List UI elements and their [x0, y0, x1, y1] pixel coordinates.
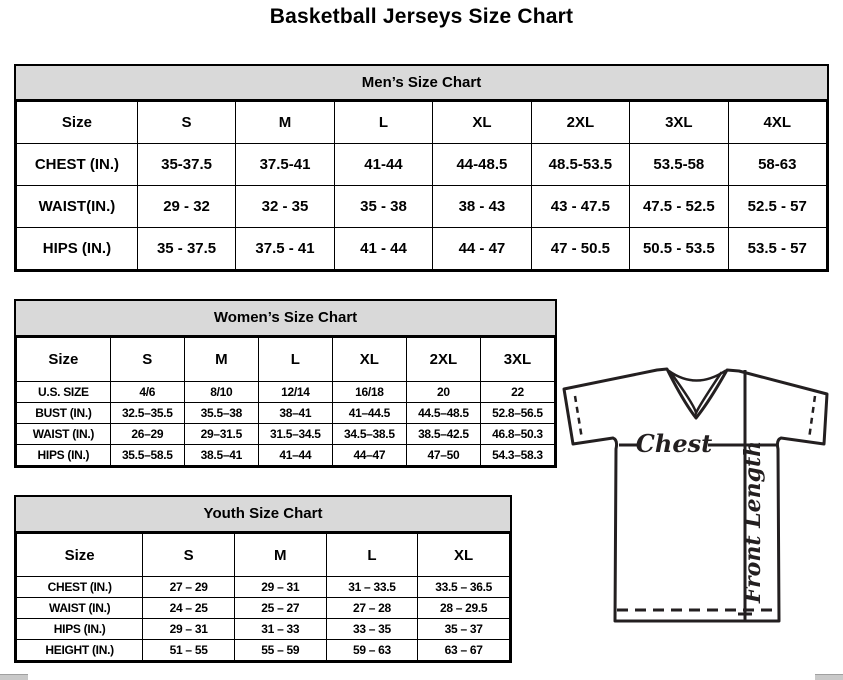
size-value-cell: 48.5-53.5 — [531, 144, 629, 186]
jersey-outline-icon — [564, 369, 827, 621]
size-value-cell: 12/14 — [258, 382, 332, 403]
column-header: L — [334, 102, 432, 144]
measurement-label: CHEST (IN.) — [17, 577, 143, 598]
column-header: XL — [332, 338, 406, 382]
size-value-cell: 29 – 31 — [143, 619, 235, 640]
size-value-cell: 59 – 63 — [326, 640, 418, 661]
size-value-cell: 63 – 67 — [418, 640, 510, 661]
front-length-label: Front Length — [740, 440, 766, 604]
size-value-cell: 33.5 – 36.5 — [418, 577, 510, 598]
size-value-cell: 37.5-41 — [236, 144, 334, 186]
womens-size-chart-title: Women’s Size Chart — [16, 301, 555, 337]
size-value-cell: 44–47 — [332, 445, 406, 466]
size-value-cell: 52.8–56.5 — [480, 403, 554, 424]
column-header: XL — [418, 534, 510, 577]
size-value-cell: 33 – 35 — [326, 619, 418, 640]
measurement-label: HIPS (IN.) — [17, 445, 111, 466]
column-header: Size — [17, 338, 111, 382]
column-header: 4XL — [728, 102, 826, 144]
size-value-cell: 27 – 28 — [326, 598, 418, 619]
size-value-cell: 47.5 - 52.5 — [630, 186, 728, 228]
size-value-cell: 37.5 - 41 — [236, 228, 334, 270]
chest-label: Chest — [635, 429, 713, 458]
measurement-label: BUST (IN.) — [17, 403, 111, 424]
mens-size-chart-title: Men’s Size Chart — [16, 66, 827, 101]
size-header-row — [17, 338, 555, 382]
size-value-cell: 16/18 — [332, 382, 406, 403]
size-value-cell: 29–31.5 — [184, 424, 258, 445]
mens-size-chart — [14, 64, 829, 272]
size-value-cell: 46.8–50.3 — [480, 424, 554, 445]
size-value-cell: 25 – 27 — [234, 598, 326, 619]
table-row — [17, 403, 555, 424]
size-value-cell: 35 - 37.5 — [137, 228, 235, 270]
column-header: Size — [17, 102, 138, 144]
table-row — [17, 598, 510, 619]
size-value-cell: 38 - 43 — [433, 186, 531, 228]
horizontal-scrollbar-fragment-right[interactable] — [815, 674, 843, 680]
size-value-cell: 31.5–34.5 — [258, 424, 332, 445]
column-header: 2XL — [531, 102, 629, 144]
size-value-cell: 35-37.5 — [137, 144, 235, 186]
size-value-cell: 29 - 32 — [137, 186, 235, 228]
size-value-cell: 41 - 44 — [334, 228, 432, 270]
youth-size-chart — [14, 495, 512, 663]
table-row — [17, 577, 510, 598]
page-title: Basketball Jerseys Size Chart — [269, 5, 574, 28]
table-row — [17, 445, 555, 466]
size-value-cell: 53.5 - 57 — [728, 228, 826, 270]
column-header: 3XL — [630, 102, 728, 144]
size-value-cell: 41-44 — [334, 144, 432, 186]
table-row — [17, 619, 510, 640]
measurement-label: HEIGHT (IN.) — [17, 640, 143, 661]
horizontal-scrollbar-fragment-left[interactable] — [0, 674, 28, 680]
youth-size-table — [16, 533, 510, 661]
size-header-row — [17, 102, 827, 144]
measurement-label: WAIST (IN.) — [17, 424, 111, 445]
column-header: M — [234, 534, 326, 577]
size-header-row — [17, 534, 510, 577]
column-header: 2XL — [406, 338, 480, 382]
column-header: L — [326, 534, 418, 577]
size-value-cell: 58-63 — [728, 144, 826, 186]
size-value-cell: 34.5–38.5 — [332, 424, 406, 445]
table-row — [17, 640, 510, 661]
size-value-cell: 38.5–42.5 — [406, 424, 480, 445]
table-row — [17, 382, 555, 403]
size-value-cell: 43 - 47.5 — [531, 186, 629, 228]
size-value-cell: 55 – 59 — [234, 640, 326, 661]
size-value-cell: 50.5 - 53.5 — [630, 228, 728, 270]
column-header: 3XL — [480, 338, 554, 382]
measurement-label: U.S. SIZE — [17, 382, 111, 403]
size-value-cell: 32 - 35 — [236, 186, 334, 228]
size-value-cell: 31 – 33.5 — [326, 577, 418, 598]
size-value-cell: 44 - 47 — [433, 228, 531, 270]
womens-size-chart — [14, 299, 557, 468]
column-header: XL — [433, 102, 531, 144]
column-header: Size — [17, 534, 143, 577]
size-value-cell: 29 – 31 — [234, 577, 326, 598]
size-value-cell: 8/10 — [184, 382, 258, 403]
size-value-cell: 32.5–35.5 — [110, 403, 184, 424]
size-value-cell: 53.5-58 — [630, 144, 728, 186]
measurement-label: WAIST(IN.) — [17, 186, 138, 228]
size-value-cell: 35.5–38 — [184, 403, 258, 424]
size-value-cell: 38.5–41 — [184, 445, 258, 466]
column-header: L — [258, 338, 332, 382]
size-value-cell: 35 - 38 — [334, 186, 432, 228]
size-value-cell: 41–44.5 — [332, 403, 406, 424]
measurement-label: HIPS (IN.) — [17, 228, 138, 270]
womens-size-table — [16, 337, 555, 466]
size-value-cell: 51 – 55 — [143, 640, 235, 661]
column-header: M — [236, 102, 334, 144]
size-value-cell: 41–44 — [258, 445, 332, 466]
size-value-cell: 35 – 37 — [418, 619, 510, 640]
size-value-cell: 26–29 — [110, 424, 184, 445]
measurement-label: HIPS (IN.) — [17, 619, 143, 640]
table-row — [17, 186, 827, 228]
size-value-cell: 52.5 - 57 — [728, 186, 826, 228]
size-value-cell: 54.3–58.3 — [480, 445, 554, 466]
table-row — [17, 228, 827, 270]
measurement-label: WAIST (IN.) — [17, 598, 143, 619]
jersey-measurement-diagram — [557, 356, 843, 648]
column-header: S — [143, 534, 235, 577]
size-value-cell: 28 – 29.5 — [418, 598, 510, 619]
size-value-cell: 22 — [480, 382, 554, 403]
table-row — [17, 144, 827, 186]
size-value-cell: 4/6 — [110, 382, 184, 403]
size-value-cell: 44.5–48.5 — [406, 403, 480, 424]
size-value-cell: 35.5–58.5 — [110, 445, 184, 466]
column-header: M — [184, 338, 258, 382]
size-value-cell: 27 – 29 — [143, 577, 235, 598]
column-header: S — [137, 102, 235, 144]
size-value-cell: 47–50 — [406, 445, 480, 466]
column-header: S — [110, 338, 184, 382]
size-value-cell: 31 – 33 — [234, 619, 326, 640]
size-value-cell: 38–41 — [258, 403, 332, 424]
size-value-cell: 20 — [406, 382, 480, 403]
youth-size-chart-title: Youth Size Chart — [16, 497, 510, 533]
size-value-cell: 47 - 50.5 — [531, 228, 629, 270]
measurement-label: CHEST (IN.) — [17, 144, 138, 186]
table-row — [17, 424, 555, 445]
size-value-cell: 44-48.5 — [433, 144, 531, 186]
size-value-cell: 24 – 25 — [143, 598, 235, 619]
mens-size-table — [16, 101, 827, 270]
